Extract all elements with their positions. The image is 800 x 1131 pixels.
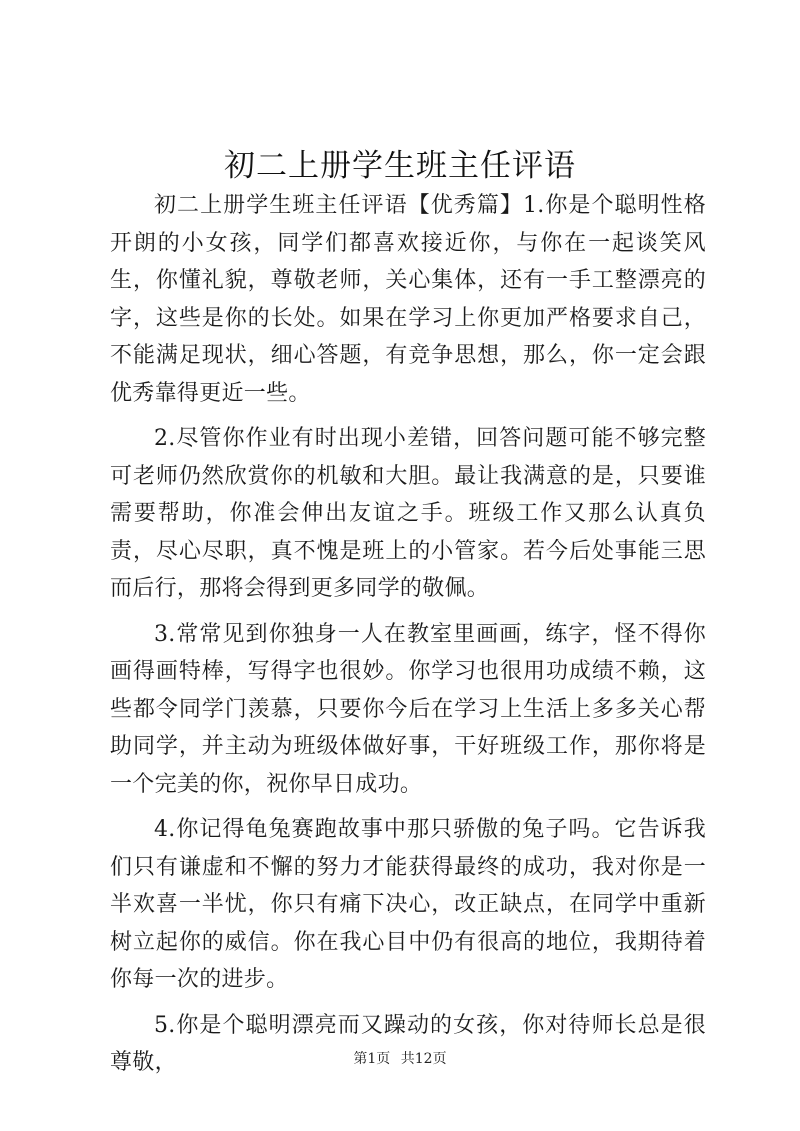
paragraph-2: 2.尽管你作业有时出现小差错，回答问题可能不够完整可老师仍然欣赏你的机敏和大胆。最让我满意的是，只要谁需要帮助，你准会伸出友谊之手。班级工作又那么认真负责，尽心尽职，真不愧是班上的小管家。若今后处事能三思而后行，那将会得到更多同学的敬佩。	[110, 426, 706, 601]
paragraph-4: 4.你记得龟兔赛跑故事中那只骄傲的兔子吗。它告诉我们只有谦虚和不懈的努力才能获得最终的成功，我对你是一半欢喜一半忧，你只有痛下决心，改正缺点，在同学中重新树立起你的威信。你在我心目中仍有很高的地位，我期待着你每一次的进步。	[110, 817, 706, 992]
document-body	[110, 187, 706, 1082]
page-total: 共12页	[400, 1051, 447, 1067]
paragraph-1: 初二上册学生班主任评语【优秀篇】1.你是个聪明性格开朗的小女孩，同学们都喜欢接近你，与你在一起谈笑风生，你懂礼貌，尊敬老师，关心集体，还有一手工整漂亮的字，这些是你的长处。如果在学习上你更加严格要求自己，不能满足现状，细心答题，有竞争思想，那么，你一定会跟优秀靠得更近一些。	[110, 193, 706, 406]
paragraph-3: 3.常常见到你独身一人在教室里画画，练字，怪不得你画得画特棒，写得字也很妙。你学习也很用功成绩不赖，这些都令同学门羡慕，只要你今后在学习上生活上多多关心帮助同学，并主动为班级体做好事，干好班级工作，那你将是一个完美的你，祝你早日成功。	[110, 621, 706, 797]
page-footer	[0, 1048, 800, 1068]
document-title: 初二上册学生班主任评语	[224, 148, 576, 184]
page-number: 第1页	[353, 1051, 391, 1067]
paragraph-5: 5.你是个聪明漂亮而又躁动的女孩，你对待师长总是很尊敬，	[110, 1012, 706, 1075]
